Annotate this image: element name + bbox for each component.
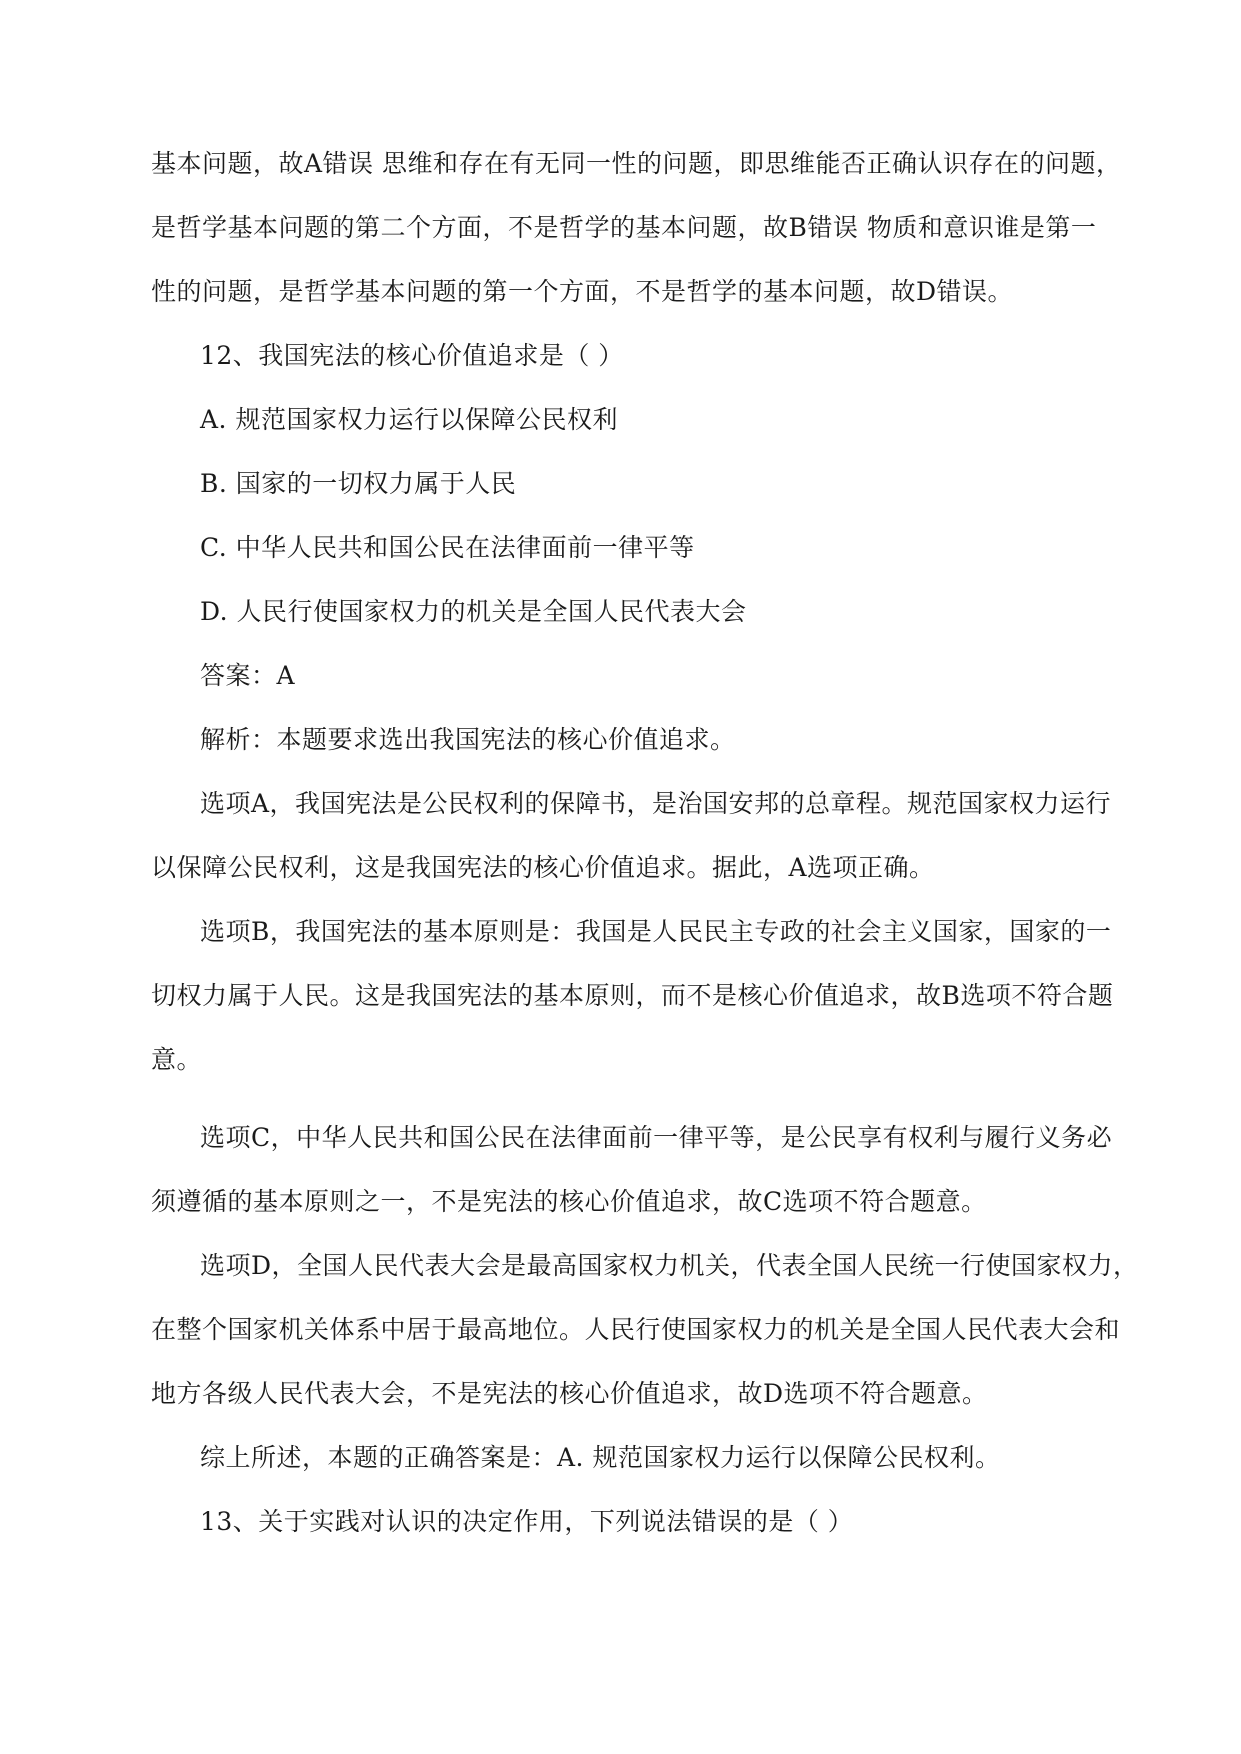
option-b-analysis-line: 切权力属于人民。这是我国宪法的基本原则，而不是核心价值追求，故B选项不符合题: [151, 981, 1114, 1010]
paragraph-line: 基本问题，故A错误 思维和存在有无同一性的问题，即思维能否正确认识存在的问题，: [151, 149, 1122, 178]
option-d: D. 人民行使国家权力的机关是全国人民代表大会: [200, 597, 747, 626]
paragraph-line: 是哲学基本问题的第二个方面，不是哲学的基本问题，故B错误 物质和意识谁是第一: [151, 213, 1097, 242]
option-b-analysis-line: 意。: [151, 1045, 203, 1074]
answer-line: 答案：A: [200, 661, 296, 690]
option-b-analysis-line: 选项B，我国宪法的基本原则是：我国是人民民主专政的社会主义国家，国家的一: [200, 917, 1112, 946]
option-c: C. 中华人民共和国公民在法律面前一律平等: [200, 533, 695, 562]
option-c-analysis-line: 选项C，中华人民共和国公民在法律面前一律平等，是公民享有权利与履行义务必: [200, 1123, 1113, 1152]
analysis-intro: 解析：本题要求选出我国宪法的核心价值追求。: [200, 725, 736, 754]
option-c-analysis-line: 须遵循的基本原则之一，不是宪法的核心价值追求，故C选项不符合题意。: [151, 1187, 987, 1216]
option-d-analysis-line: 地方各级人民代表大会，不是宪法的核心价值追求，故D选项不符合题意。: [151, 1379, 988, 1408]
option-a-analysis-line: 以保障公民权利，这是我国宪法的核心价值追求。据此，A选项正确。: [151, 853, 935, 882]
option-b: B. 国家的一切权力属于人民: [200, 469, 517, 498]
option-d-analysis-line: 选项D，全国人民代表大会是最高国家权力机关，代表全国人民统一行使国家权力，: [200, 1251, 1139, 1280]
option-a-analysis-line: 选项A，我国宪法是公民权利的保障书，是治国安邦的总章程。规范国家权力运行: [200, 789, 1112, 818]
question-stem: 13、关于实践对认识的决定作用，下列说法错误的是（ ）: [200, 1507, 854, 1536]
paragraph-line: 性的问题，是哲学基本问题的第一个方面，不是哲学的基本问题，故D错误。: [151, 277, 1014, 306]
option-d-analysis-line: 在整个国家机关体系中居于最高地位。人民行使国家权力的机关是全国人民代表大会和: [151, 1315, 1121, 1344]
option-a: A. 规范国家权力运行以保障公民权利: [200, 405, 618, 434]
conclusion: 综上所述，本题的正确答案是：A. 规范国家权力运行以保障公民权利。: [200, 1443, 1001, 1472]
question-stem: 12、我国宪法的核心价值追求是（ ）: [200, 341, 624, 370]
